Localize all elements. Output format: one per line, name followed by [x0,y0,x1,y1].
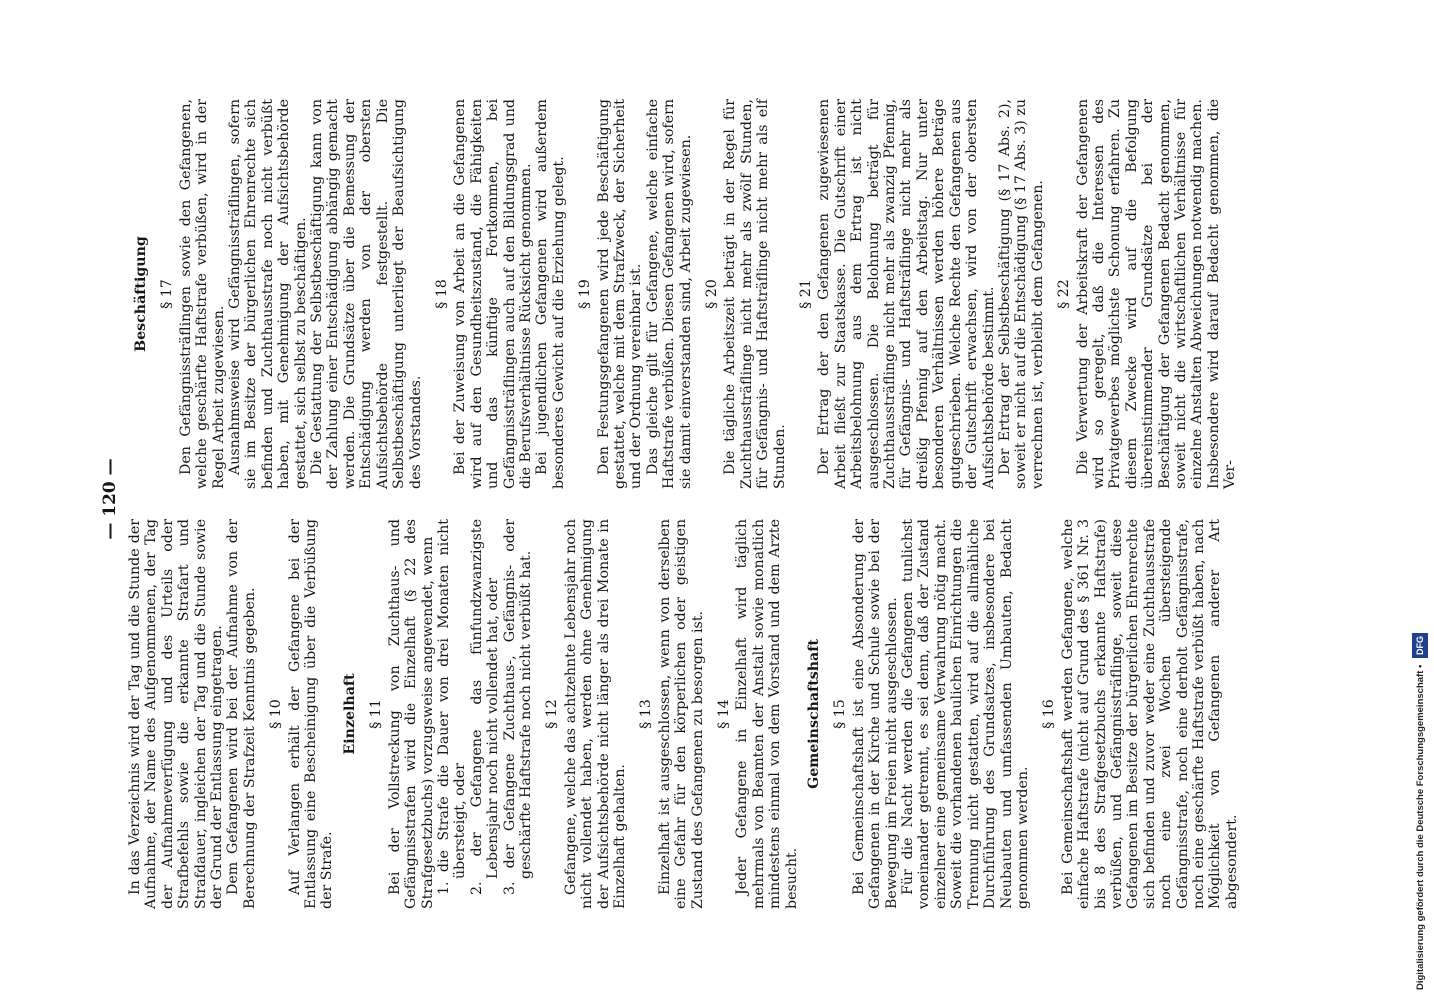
section-number: § 17 [159,279,176,309]
page-number: — 120 — [100,458,120,540]
dfg-logo: DFG [1412,633,1428,658]
paragraph: Gefangene, welche das achtzehnte Lebensjahr noch nicht vollendet haben, werden ohne Genehmigung der Aufsichtsbehörde nicht länger als drei Monate in Einzelhaft gehalten. [562,519,628,909]
rotated-text-block [97,89,1287,909]
section-number: § 16 [1041,699,1058,729]
paragraph: Das gleiche gilt für Gefangene, welche einfache Haftstrafe verbüßen. Diesen Gefangenen wird, sofern sie damit einverstanden sind, Arbeit zugewiesen. [644,99,694,489]
section-number: § 22 [1056,279,1073,309]
dfg-credit-line [1412,10,1428,990]
list-item: 2. der Gefangene das fünfundzwanzigste Lebensjahr noch nicht vollendet hat, oder [468,519,502,895]
section-number: § 19 [577,279,594,309]
section-number: § 21 [798,279,815,309]
left-column [127,519,1240,909]
paragraph: Bei der Zuweisung von Arbeit an die Gefangenen wird auf den Gesundheitszustand, die Fähigkeiten und das künftige Fortkommen, bei Gefängnissträflingen auch auf den Bildungsgrad und die Berufsverhältnisse Rücksicht genommen. [452,99,534,489]
list-item: 3. der Gefangene Zuchthaus-, Gefängnis- oder geschärfte Haftstrafe noch nicht verbüßt hat. [501,519,534,895]
paragraph: Bei Gemeinschaftshaft werden Gefangene, welche einfache Haftstrafe (nicht auf Grund des § 361 Nr. 3 bis 8 des Strafgesetzbuchs erkannte Haftstrafe) verbüßen, und Gefängnissträflinge, soweit diese Gefangenen im Besitze der bürgerlichen Ehrenrechte sich befinden und zuvor weder eine Zuchthausstrafe noch eine zwei Wochen übersteigende Gefängnisstrafe, noch eine derholt Gefängnisstrafe, noch eine geschärfte Haftstrafe verbüßt haben, nach Möglichkeit von Gefangenen anderer Art abgesondert. [1059,519,1240,909]
section-heading: Einzelhaft [341,673,358,755]
section-number: § 18 [433,279,450,309]
section-number: § 12 [544,699,561,729]
paragraph: Dem Gefangenen wird bei der Aufnahme von der Berechnung der Strafzeit Kenntnis gegeben. [225,519,258,909]
section-number: § 20 [704,279,720,309]
paragraph: Die Verwertung der Arbeitskraft der Gefangenen wird so geregelt, daß die Interessen des Privatgewerbes möglichste Schonung erfahren. Zu diesem Zwecke wird auf die Befolgung übereinstimmender Grundsätze bei der Beschäftigung der Gefangenen Bedacht genommen, soweit nicht die wirtschaftlichen Verhältnisse für einzelne Anstalten Abweichungen notwendig machen. Insbesondere wird darauf Bedacht genommen, die Ver- [1074,99,1239,489]
section-heading: Gemeinschaftshaft [806,639,823,789]
paragraph: Ausnahmsweise wird Gefängnissträflingen, sofern sie im Besitze der bürgerlichen Ehrenrechte sich befinden und Zuchthausstrafe noch nicht verbüßt haben, mit Genehmigung der Aufsichtsbehörde gestattet, sich selbst zu beschäftigen. [227,99,309,489]
paragraph: Den Festungsgefangenen wird jede Beschäftigung gestattet, welche mit dem Strafzweck, der Sicherheit und der Ordnung vereinbar ist. [595,99,645,489]
paragraph: Der Ertrag der den Gefangenen zugewiesenen Arbeit fließt zur Staatskasse. Die Gutschrift einer Arbeitsbelohnung aus dem Ertrag ist nicht ausgeschlossen. Die Belohnung beträgt für Zuchthaussträflinge nicht mehr als zwanzig Pfennig, für Gefängnis- und Haftsträflinge nicht mehr als dreißig Pfennig auf den Arbeitstag. Nur unter besonderen Verhältnissen werden höhere Beträge gutgeschrieben. Welche Rechte den Gefangenen aus der Gutschrift erwachsen, wird von der obersten Aufsichtsbehörde bestimmt. [816,99,997,489]
paragraph: In das Verzeichnis wird der Tag und die Stunde der Aufnahme, der Name des Aufgenommenen, der Tag der Aufnahmeverfügung und des Urteils oder Strafbefehls sowie die erkannte Strafart und Strafdauer, ingleichen der Tag und die Stunde sowie der Grund der Entlassung eingetragen. [127,519,226,909]
paragraph: Der Ertrag der Selbstbeschäftigung (§ 17 Abs. 2), soweit er nicht auf die Entschädigung (§ 17 Abs. 3) zu verrechnen ist, verbleibt dem Gefangenen. [996,99,1046,489]
paragraph: Die Gestattung der Selbstbeschäftigung kann von der Zahlung einer Entschädigung abhängig gemacht werden. Die Grundsätze über die Bemessung der Entschädigung werden von der obersten Aufsichtsbehörde festgestellt. Die Selbstbeschäftigung unterliegt der Beaufsichtigung des Vorstandes. [309,99,424,489]
right-column [127,99,1239,489]
paragraph: Bei jugendlichen Gefangenen wird außerdem besonderes Gewicht auf die Erziehung gelegt. [534,99,567,489]
section-number: § 11 [368,699,385,729]
paragraph: Die tägliche Arbeitszeit beträgt in der Regel für Zuchthaussträflinge nicht mehr als zwölf Stunden, für Gefängnis- und Haftsträflinge nicht mehr als elf Stunden. [722,99,788,489]
section-number: § 10 [268,699,285,729]
paragraph: Bei Gemeinschaftshaft ist eine Absonderung der Gefangenen in der Kirche und Schule sowie bei der Bewegung im Freien nicht ausgeschlossen. [850,519,900,909]
paragraph: Für die Nacht werden die Gefangenen tunlichst voneinander getrennt, es sei denn, daß der Zustand einzelner eine gemeinsame Verwahrung nötig macht. Soweit die vorhandenen baulichen Einrichtungen die Trennung nicht gestatten, wird auf die allmähliche Durchführung des Grundsatzes, insbesondere bei Neubauten und umfassenden Umbauten, Bedacht genommen werden. [900,519,1031,909]
section-number: § 14 [716,699,732,729]
paragraph: Auf Verlangen erhält der Gefangene bei der Entlassung eine Bescheinigung über die Verbüßung der Strafe. [286,519,336,909]
section-heading: Beschäftigung [133,236,149,352]
section-number: § 15 [832,699,849,729]
dfg-credit-text: Digitalisierung gefördert durch die Deutsche Forschungsgemeinschaft • [1415,662,1426,990]
paragraph: Bei der Vollstreckung von Zuchthaus- und Gefängnisstrafen wird die Einzelhaft (§ 22 des Strafgesetzbuchs) vorzugsweise angewendet, wenn [386,519,436,909]
paragraph: Jeder Gefangene in Einzelhaft wird täglich mehrmals von Beamten der Anstalt sowie monatlich mindestens einmal von dem Vorstand und dem Arzte besucht. [734,519,800,909]
paragraph: Den Gefängnissträflingen sowie den Gefangenen, welche geschärfte Haftstrafe verbüßen, wird in der Regel Arbeit zugewiesen. [177,99,227,489]
paragraph: Einzelhaft ist ausgeschlossen, wenn von derselben eine Gefahr für den körperlichen oder geistigen Zustand des Gefangenen zu besorgen ist. [656,519,706,909]
section-number: § 13 [638,699,655,729]
list-item: 1. die Strafe die Dauer von drei Monaten nicht übersteigt, oder [435,519,469,895]
